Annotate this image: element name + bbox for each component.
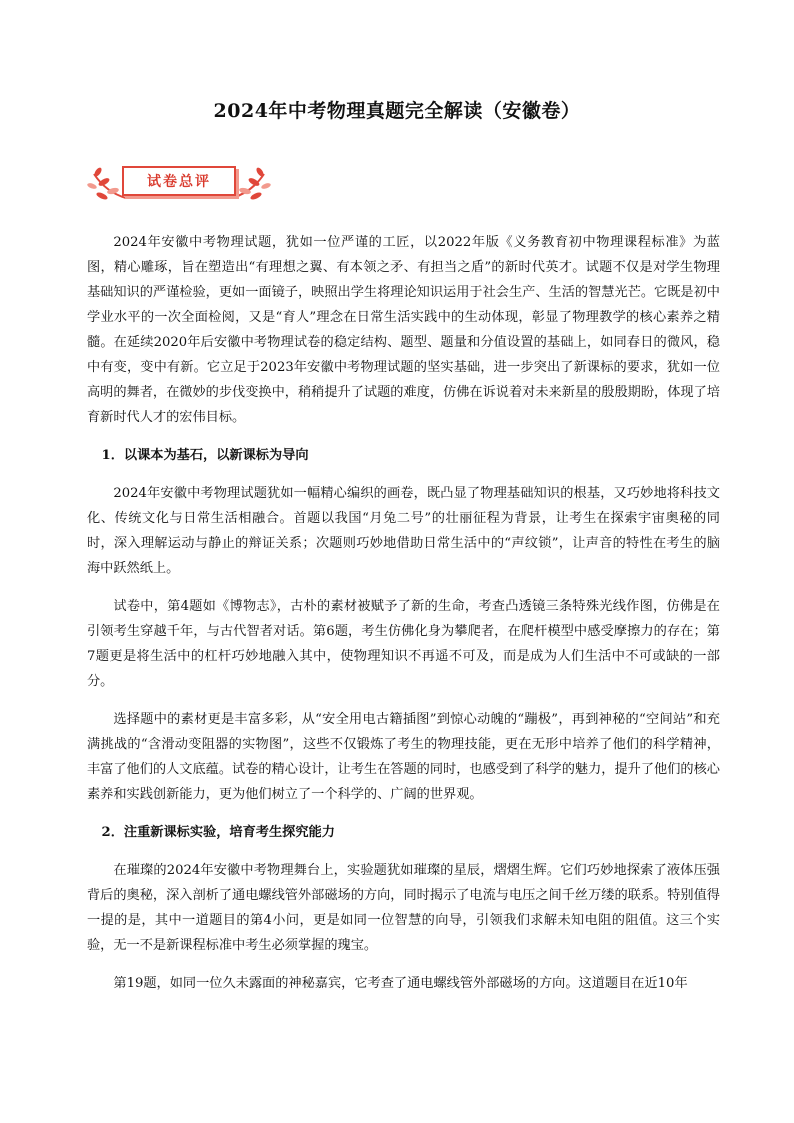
section-banner-label: 试卷总评 (122, 166, 236, 196)
heading-experiments: 2．注重新课标实验，培育考生探究能力 (101, 825, 335, 840)
heading-textbook-foundation: 1．以课本为基石，以新课标为导向 (101, 448, 309, 463)
paragraph-overview: 2024年安徽中考物理试题，犹如一位严谨的工匠，以2022年版《义务教育初中物理课程标准》为蓝图，精心雕琢，旨在塑造出“有理想之翼、有本领之矛、有担当之盾”的新时代英才。试题不仅是对学生物理基础知识的严谨检验，更如一面镜子，映照出学生将理论知识运用于社会生产、生活的智慧光芒。它既是初中学业水平的一次全面检阅，又是“育人”理念在日常生活实践中的生动体现，彰显了物理教学的核心素养之精髓。在延续2020年后安徽中考物理试卷的稳定结构、题型、题量和分值设置的基础上，如同春日的微风，稳中有变，变中有新。它立足于2023年安徽中考物理试题的坚实基础，进一步突出了新课标的要求，犹如一位高明的舞者，在微妙的步伐变换中，稍稍提升了试题的难度，仿佛在诉说着对未来新星的殷殷期盼，体现了培育新时代人才的宏伟目标。 (87, 235, 720, 425)
paragraph-experiments-1: 在璀璨的2024年安徽中考物理舞台上，实验题犹如璀璨的星辰，熠熠生辉。它们巧妙地探索了液体压强背后的奥秘，深入剖析了通电螺线管外部磁场的方向，同时揭示了电流与电压之间千丝万缕的联系。特别值得一提的是，其中一道题目的第4小问，更是如同一位智慧的向导，引领我们求解未知电阻的阻值。这三个实验，无一不是新课程标准中考生必须掌握的瑰宝。 (87, 863, 720, 953)
page-title: 2024年中考物理真题完全解读（安徽卷） (213, 100, 581, 122)
paragraph-textbook-2: 试卷中，第4题如《博物志》，古朴的素材被赋予了新的生命，考查凸透镜三条特殊光线作图，仿佛是在引领考生穿越千年，与古代智者对话。第6题，考生仿佛化身为攀爬者，在爬杆模型中感受摩擦力的存在；第7题更是将生活中的杠杆巧妙地融入其中，使物理知识不再遥不可及，而是成为人们生活中不可或缺的一部分。 (87, 599, 720, 689)
paragraph-textbook-3: 选择题中的素材更是丰富多彩，从“安全用电古籍插图”到惊心动魄的“蹦极”，再到神秘的“空间站”和充满挑战的“含滑动变阻器的实物图”，这些不仅锻炼了考生的物理技能，更在无形中培养了他们的科学精神，丰富了他们的人文底蕴。试卷的精心设计，让考生在答题的同时，也感受到了科学的魅力，提升了他们的核心素养和实践创新能力，更为他们树立了一个科学的、广阔的世界观。 (87, 712, 720, 802)
section-banner (86, 160, 272, 206)
paragraph-textbook-1: 2024年安徽中考物理试题犹如一幅精心编织的画卷，既凸显了物理基础知识的根基，又巧妙地将科技文化、传统文化与日常生活相融合。首题以我国“月兔二号”的壮丽征程为背景，让考生在探索宇宙奥秘的同时，深入理解运动与静止的辩证关系；次题则巧妙地借助日常生活中的“声纹锁”，让声音的特性在考生的脑海中跃然纸上。 (87, 486, 720, 576)
article-body (87, 230, 720, 1009)
paragraph-experiments-2: 第19题，如同一位久未露面的神秘嘉宾，它考查了通电螺线管外部磁场的方向。这道题目在近10年 (113, 976, 688, 991)
